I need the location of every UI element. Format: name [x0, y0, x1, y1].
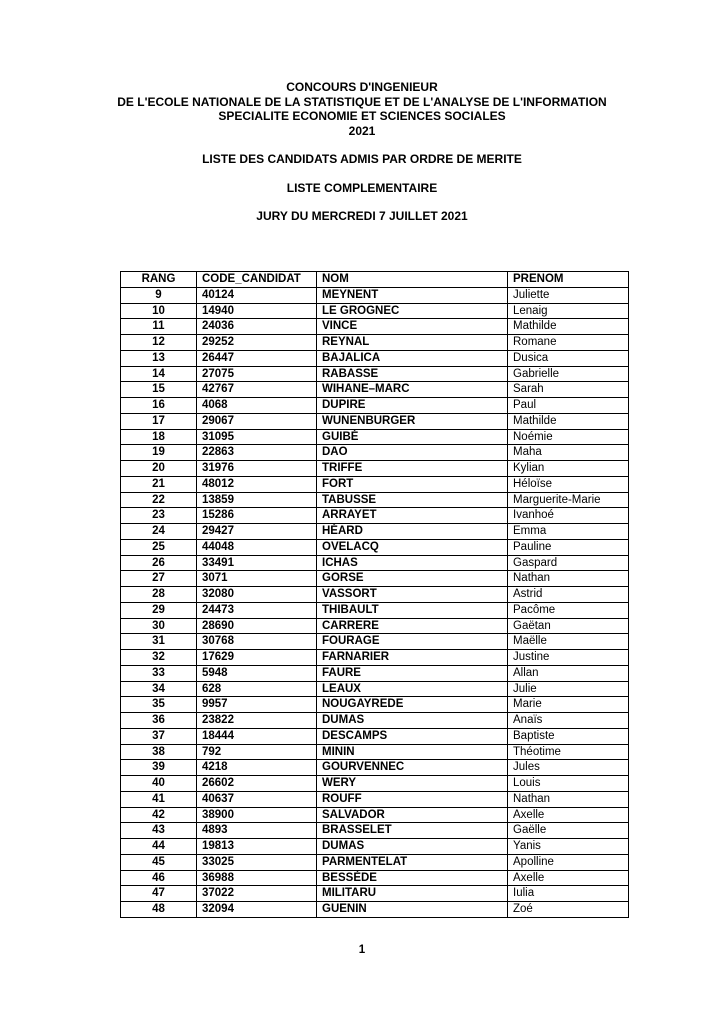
- cell-code: 628: [197, 681, 317, 697]
- cell-prenom: Noémie: [508, 429, 629, 445]
- cell-prenom: Yanis: [508, 839, 629, 855]
- cell-code: 27075: [197, 366, 317, 382]
- cell-code: 4068: [197, 398, 317, 414]
- table-row: [121, 445, 629, 461]
- table-row: [121, 870, 629, 886]
- column-header-rang: RANG: [121, 272, 197, 288]
- cell-code: 33025: [197, 854, 317, 870]
- cell-prenom: Mathilde: [508, 319, 629, 335]
- cell-prenom: Lenaig: [508, 303, 629, 319]
- table-row: [121, 839, 629, 855]
- table-row: [121, 508, 629, 524]
- table-row: [121, 476, 629, 492]
- cell-prenom: Iulia: [508, 886, 629, 902]
- cell-prenom: Kylian: [508, 461, 629, 477]
- cell-code: 32094: [197, 902, 317, 918]
- cell-code: 33491: [197, 555, 317, 571]
- title-line-1: CONCOURS D'INGENIEUR: [286, 80, 438, 94]
- column-header-code: CODE_CANDIDAT: [197, 272, 317, 288]
- cell-rang: 25: [121, 539, 197, 555]
- cell-code: 14940: [197, 303, 317, 319]
- cell-code: 3071: [197, 571, 317, 587]
- table-row: [121, 886, 629, 902]
- cell-nom: MEYNENT: [317, 287, 508, 303]
- title-line-3: SPECIALITE ECONOMIE ET SCIENCES SOCIALES: [218, 109, 506, 124]
- cell-nom: RABASSE: [317, 366, 508, 382]
- table-row: [121, 429, 629, 445]
- cell-nom: BESSÈDE: [317, 870, 508, 886]
- cell-code: 24036: [197, 319, 317, 335]
- cell-rang: 21: [121, 476, 197, 492]
- cell-prenom: Astrid: [508, 587, 629, 603]
- jury-date-line: JURY DU MERCREDI 7 JUILLET 2021: [256, 208, 468, 223]
- cell-code: 19813: [197, 839, 317, 855]
- cell-prenom: Ivanhoé: [508, 508, 629, 524]
- cell-prenom: Marguerite-Marie: [508, 492, 629, 508]
- cell-rang: 17: [121, 413, 197, 429]
- cell-prenom: Emma: [508, 524, 629, 540]
- cell-nom: VASSORT: [317, 587, 508, 603]
- cell-nom: GUIBÉ: [317, 429, 508, 445]
- cell-code: 31095: [197, 429, 317, 445]
- cell-nom: GUENIN: [317, 902, 508, 918]
- cell-nom: WERY: [317, 776, 508, 792]
- table-row: [121, 618, 629, 634]
- cell-prenom: Maëlle: [508, 634, 629, 650]
- cell-prenom: Axelle: [508, 870, 629, 886]
- table-row: [121, 366, 629, 382]
- cell-nom: DUMAS: [317, 713, 508, 729]
- document-header: [0, 80, 724, 223]
- cell-rang: 38: [121, 744, 197, 760]
- cell-code: 37022: [197, 886, 317, 902]
- cell-prenom: Allan: [508, 665, 629, 681]
- cell-nom: OVELACQ: [317, 539, 508, 555]
- cell-rang: 40: [121, 776, 197, 792]
- cell-prenom: Louis: [508, 776, 629, 792]
- cell-rang: 12: [121, 335, 197, 351]
- cell-code: 22863: [197, 445, 317, 461]
- cell-rang: 42: [121, 807, 197, 823]
- table-row: [121, 634, 629, 650]
- cell-rang: 39: [121, 760, 197, 776]
- cell-nom: VINCE: [317, 319, 508, 335]
- table-row: [121, 524, 629, 540]
- cell-prenom: Paul: [508, 398, 629, 414]
- cell-nom: BRASSELET: [317, 823, 508, 839]
- cell-rang: 26: [121, 555, 197, 571]
- cell-prenom: Pacôme: [508, 602, 629, 618]
- cell-prenom: Héloïse: [508, 476, 629, 492]
- cell-code: 4218: [197, 760, 317, 776]
- cell-code: 40637: [197, 791, 317, 807]
- cell-prenom: Marie: [508, 697, 629, 713]
- cell-code: 32080: [197, 587, 317, 603]
- cell-rang: 33: [121, 665, 197, 681]
- cell-code: 17629: [197, 650, 317, 666]
- cell-rang: 29: [121, 602, 197, 618]
- cell-nom: BAJALICA: [317, 350, 508, 366]
- cell-nom: NOUGAYREDE: [317, 697, 508, 713]
- cell-rang: 41: [121, 791, 197, 807]
- cell-rang: 35: [121, 697, 197, 713]
- cell-prenom: Dusica: [508, 350, 629, 366]
- table-row: [121, 760, 629, 776]
- cell-prenom: Jules: [508, 760, 629, 776]
- cell-nom: DUPIRE: [317, 398, 508, 414]
- cell-nom: FOURAGE: [317, 634, 508, 650]
- table-row: [121, 902, 629, 918]
- cell-code: 26447: [197, 350, 317, 366]
- cell-prenom: Anaïs: [508, 713, 629, 729]
- cell-rang: 46: [121, 870, 197, 886]
- table-row: [121, 713, 629, 729]
- table-row: [121, 303, 629, 319]
- column-header-prenom: PRENOM: [508, 272, 629, 288]
- cell-rang: 20: [121, 461, 197, 477]
- cell-prenom: Gaspard: [508, 555, 629, 571]
- cell-rang: 16: [121, 398, 197, 414]
- cell-prenom: Julie: [508, 681, 629, 697]
- table-row: [121, 350, 629, 366]
- cell-nom: SALVADOR: [317, 807, 508, 823]
- cell-nom: DUMAS: [317, 839, 508, 855]
- cell-nom: HÉARD: [317, 524, 508, 540]
- cell-code: 18444: [197, 728, 317, 744]
- cell-rang: 31: [121, 634, 197, 650]
- cell-prenom: Axelle: [508, 807, 629, 823]
- cell-nom: TRIFFE: [317, 461, 508, 477]
- cell-nom: DAO: [317, 445, 508, 461]
- cell-code: 15286: [197, 508, 317, 524]
- table-row: [121, 697, 629, 713]
- cell-nom: DESCAMPS: [317, 728, 508, 744]
- column-header-nom: NOM: [317, 272, 508, 288]
- cell-rang: 37: [121, 728, 197, 744]
- cell-prenom: Romane: [508, 335, 629, 351]
- cell-code: 23822: [197, 713, 317, 729]
- cell-code: 29427: [197, 524, 317, 540]
- cell-prenom: Nathan: [508, 571, 629, 587]
- cell-code: 26602: [197, 776, 317, 792]
- cell-prenom: Justine: [508, 650, 629, 666]
- cell-nom: TABUSSE: [317, 492, 508, 508]
- cell-nom: CARRERE: [317, 618, 508, 634]
- title-line-year: 2021: [348, 124, 376, 139]
- cell-prenom: Sarah: [508, 382, 629, 398]
- results-table: [120, 271, 629, 918]
- cell-code: 42767: [197, 382, 317, 398]
- table-row: [121, 319, 629, 335]
- cell-code: 30768: [197, 634, 317, 650]
- cell-rang: 13: [121, 350, 197, 366]
- cell-prenom: Gaëlle: [508, 823, 629, 839]
- table-row: [121, 398, 629, 414]
- cell-prenom: Juliette: [508, 287, 629, 303]
- cell-nom: FORT: [317, 476, 508, 492]
- cell-code: 48012: [197, 476, 317, 492]
- cell-prenom: Baptiste: [508, 728, 629, 744]
- cell-prenom: Maha: [508, 445, 629, 461]
- cell-prenom: Zoé: [508, 902, 629, 918]
- cell-rang: 23: [121, 508, 197, 524]
- cell-nom: FAURE: [317, 665, 508, 681]
- table-row: [121, 681, 629, 697]
- table-row: [121, 413, 629, 429]
- table-row: [121, 335, 629, 351]
- cell-rang: 10: [121, 303, 197, 319]
- table-row: [121, 287, 629, 303]
- cell-prenom: Pauline: [508, 539, 629, 555]
- cell-rang: 47: [121, 886, 197, 902]
- cell-code: 792: [197, 744, 317, 760]
- cell-code: 29252: [197, 335, 317, 351]
- cell-rang: 9: [121, 287, 197, 303]
- table-row: [121, 823, 629, 839]
- table-row: [121, 571, 629, 587]
- table-row: [121, 461, 629, 477]
- results-table-header: [121, 272, 629, 288]
- cell-nom: GORSE: [317, 571, 508, 587]
- table-row: [121, 791, 629, 807]
- cell-rang: 44: [121, 839, 197, 855]
- cell-rang: 34: [121, 681, 197, 697]
- cell-code: 40124: [197, 287, 317, 303]
- cell-nom: MILITARU: [317, 886, 508, 902]
- cell-code: 13859: [197, 492, 317, 508]
- table-row: [121, 539, 629, 555]
- page-number: 1: [358, 944, 366, 956]
- cell-prenom: Gaëtan: [508, 618, 629, 634]
- table-row: [121, 587, 629, 603]
- cell-code: 9957: [197, 697, 317, 713]
- cell-nom: GOURVENNEC: [317, 760, 508, 776]
- subtitle-complementaire: LISTE COMPLEMENTAIRE: [286, 180, 438, 195]
- cell-nom: LEAUX: [317, 681, 508, 697]
- cell-rang: 22: [121, 492, 197, 508]
- cell-rang: 15: [121, 382, 197, 398]
- table-row: [121, 492, 629, 508]
- cell-prenom: Mathilde: [508, 413, 629, 429]
- cell-nom: PARMENTELAT: [317, 854, 508, 870]
- cell-rang: 45: [121, 854, 197, 870]
- cell-rang: 28: [121, 587, 197, 603]
- cell-nom: ROUFF: [317, 791, 508, 807]
- table-row: [121, 555, 629, 571]
- cell-nom: THIBAULT: [317, 602, 508, 618]
- cell-prenom: Théotime: [508, 744, 629, 760]
- table-row: [121, 728, 629, 744]
- cell-nom: LE GROGNEC: [317, 303, 508, 319]
- table-row: [121, 807, 629, 823]
- cell-code: 31976: [197, 461, 317, 477]
- cell-code: 38900: [197, 807, 317, 823]
- cell-prenom: Gabrielle: [508, 366, 629, 382]
- table-row: [121, 744, 629, 760]
- cell-rang: 32: [121, 650, 197, 666]
- cell-nom: FARNARIER: [317, 650, 508, 666]
- table-row: [121, 602, 629, 618]
- header-row: [121, 272, 629, 288]
- cell-prenom: Apolline: [508, 854, 629, 870]
- cell-nom: WIHANE–MARC: [317, 382, 508, 398]
- title-line-2: DE L'ECOLE NATIONALE DE LA STATISTIQUE ET DE L'ANALYSE DE L'INFORMATION: [117, 94, 607, 109]
- cell-nom: ARRAYET: [317, 508, 508, 524]
- table-row: [121, 650, 629, 666]
- cell-rang: 24: [121, 524, 197, 540]
- cell-rang: 19: [121, 445, 197, 461]
- cell-nom: WUNENBURGER: [317, 413, 508, 429]
- cell-rang: 30: [121, 618, 197, 634]
- table-row: [121, 665, 629, 681]
- cell-rang: 18: [121, 429, 197, 445]
- cell-code: 4893: [197, 823, 317, 839]
- table-row: [121, 776, 629, 792]
- cell-nom: ICHAS: [317, 555, 508, 571]
- cell-code: 36988: [197, 870, 317, 886]
- cell-nom: MININ: [317, 744, 508, 760]
- cell-rang: 43: [121, 823, 197, 839]
- cell-rang: 27: [121, 571, 197, 587]
- table-row: [121, 854, 629, 870]
- cell-code: 28690: [197, 618, 317, 634]
- cell-rang: 48: [121, 902, 197, 918]
- results-table-body: [121, 287, 629, 917]
- table-row: [121, 382, 629, 398]
- cell-code: 44048: [197, 539, 317, 555]
- cell-nom: REYNAL: [317, 335, 508, 351]
- subtitle-merite: LISTE DES CANDIDATS ADMIS PAR ORDRE DE MERITE: [202, 152, 522, 167]
- cell-code: 24473: [197, 602, 317, 618]
- cell-code: 29067: [197, 413, 317, 429]
- cell-prenom: Nathan: [508, 791, 629, 807]
- cell-rang: 11: [121, 319, 197, 335]
- cell-rang: 14: [121, 366, 197, 382]
- cell-rang: 36: [121, 713, 197, 729]
- cell-code: 5948: [197, 665, 317, 681]
